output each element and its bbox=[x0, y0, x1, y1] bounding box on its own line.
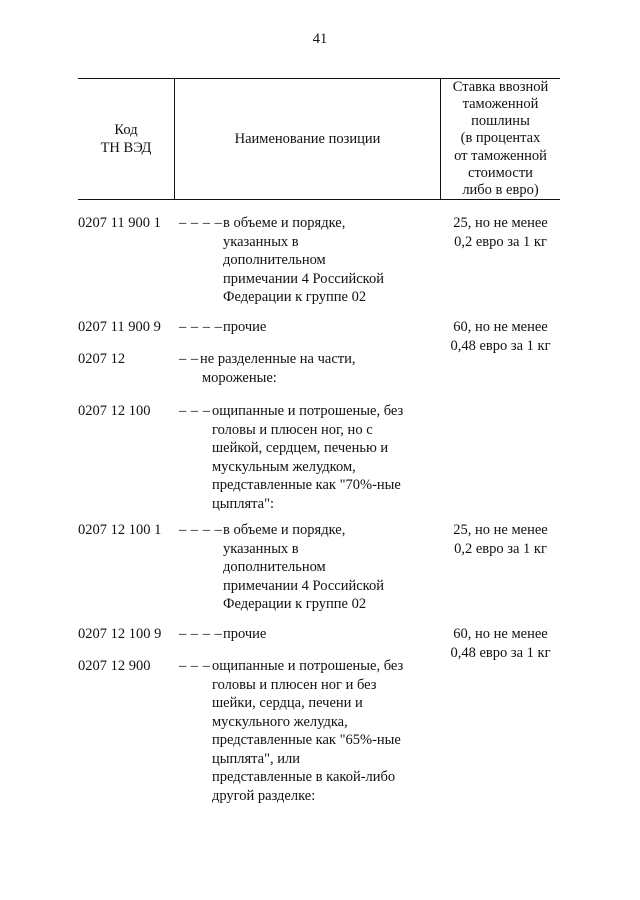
row-code: 0207 12 100 1 bbox=[78, 522, 162, 538]
row-dashes: – – – – bbox=[179, 522, 223, 538]
header-rate-cell bbox=[441, 78, 560, 200]
table-header bbox=[78, 78, 560, 200]
row-description-continuation: мороженые: bbox=[202, 369, 277, 386]
row-rate: 25, но не менее 0,2 евро за 1 кг bbox=[453, 522, 548, 557]
row-code: 0207 12 100 bbox=[78, 403, 151, 419]
row-dashes: – – – – bbox=[179, 215, 223, 231]
row-description-continuation: головы и плюсен ног и без шейки, сердца, печени и мускульного желудка, представленные как "65%-ные цыплята", или представленные в какой-либо другой разделке: bbox=[212, 676, 401, 804]
row-description-first-line: ощипанные и потрошеные, без bbox=[212, 403, 404, 419]
page-number: 41 bbox=[312, 31, 328, 47]
row-description-first-line: прочие bbox=[223, 319, 267, 335]
row-code: 0207 11 900 1 bbox=[78, 215, 161, 231]
header-rate: Ставка ввозной таможенной пошлины (в процентах от таможенной стоимости либо в евро) bbox=[452, 78, 549, 198]
row-rate: 60, но не менее 0,48 евро за 1 кг bbox=[450, 626, 551, 661]
row-dashes: – – bbox=[179, 351, 199, 367]
header-code: Код ТН ВЭД bbox=[100, 121, 152, 156]
row-description bbox=[212, 657, 417, 805]
row-code: 0207 12 bbox=[78, 351, 126, 367]
row-description bbox=[223, 318, 428, 337]
row-description bbox=[223, 521, 428, 614]
row-code: 0207 12 100 9 bbox=[78, 626, 162, 642]
row-dashes: – – – – bbox=[179, 319, 223, 335]
row-description-first-line: ощипанные и потрошеные, без bbox=[212, 658, 404, 674]
row-description-first-line: в объеме и порядке, bbox=[223, 215, 346, 231]
row-description bbox=[223, 214, 428, 307]
row-description-continuation: указанных в дополнительном примечании 4 Российской Федерации к группе 02 bbox=[223, 233, 384, 305]
row-dashes: – – – bbox=[179, 658, 211, 674]
row-rate: 25, но не менее 0,2 евро за 1 кг bbox=[453, 215, 548, 250]
row-description-continuation: головы и плюсен ног, но с шейкой, сердцем, печенью и мускульным желудком, представленные как "70%-ные цыплята": bbox=[212, 421, 401, 512]
row-description bbox=[200, 350, 405, 387]
row-code: 0207 12 900 bbox=[78, 658, 151, 674]
row-dashes: – – – – bbox=[179, 626, 223, 642]
row-description-first-line: в объеме и порядке, bbox=[223, 522, 346, 538]
row-description bbox=[223, 625, 428, 644]
row-description-first-line: не разделенные на части, bbox=[200, 351, 356, 367]
header-name: Наименование позиции bbox=[234, 130, 381, 147]
row-rate: 60, но не менее 0,48 евро за 1 кг bbox=[450, 319, 551, 354]
row-description bbox=[212, 402, 417, 513]
header-name-cell bbox=[175, 78, 440, 200]
row-code: 0207 11 900 9 bbox=[78, 319, 161, 335]
header-code-cell bbox=[78, 78, 174, 200]
row-description-continuation: указанных в дополнительном примечании 4 Российской Федерации к группе 02 bbox=[223, 540, 384, 612]
row-dashes: – – – bbox=[179, 403, 211, 419]
row-description-first-line: прочие bbox=[223, 626, 267, 642]
